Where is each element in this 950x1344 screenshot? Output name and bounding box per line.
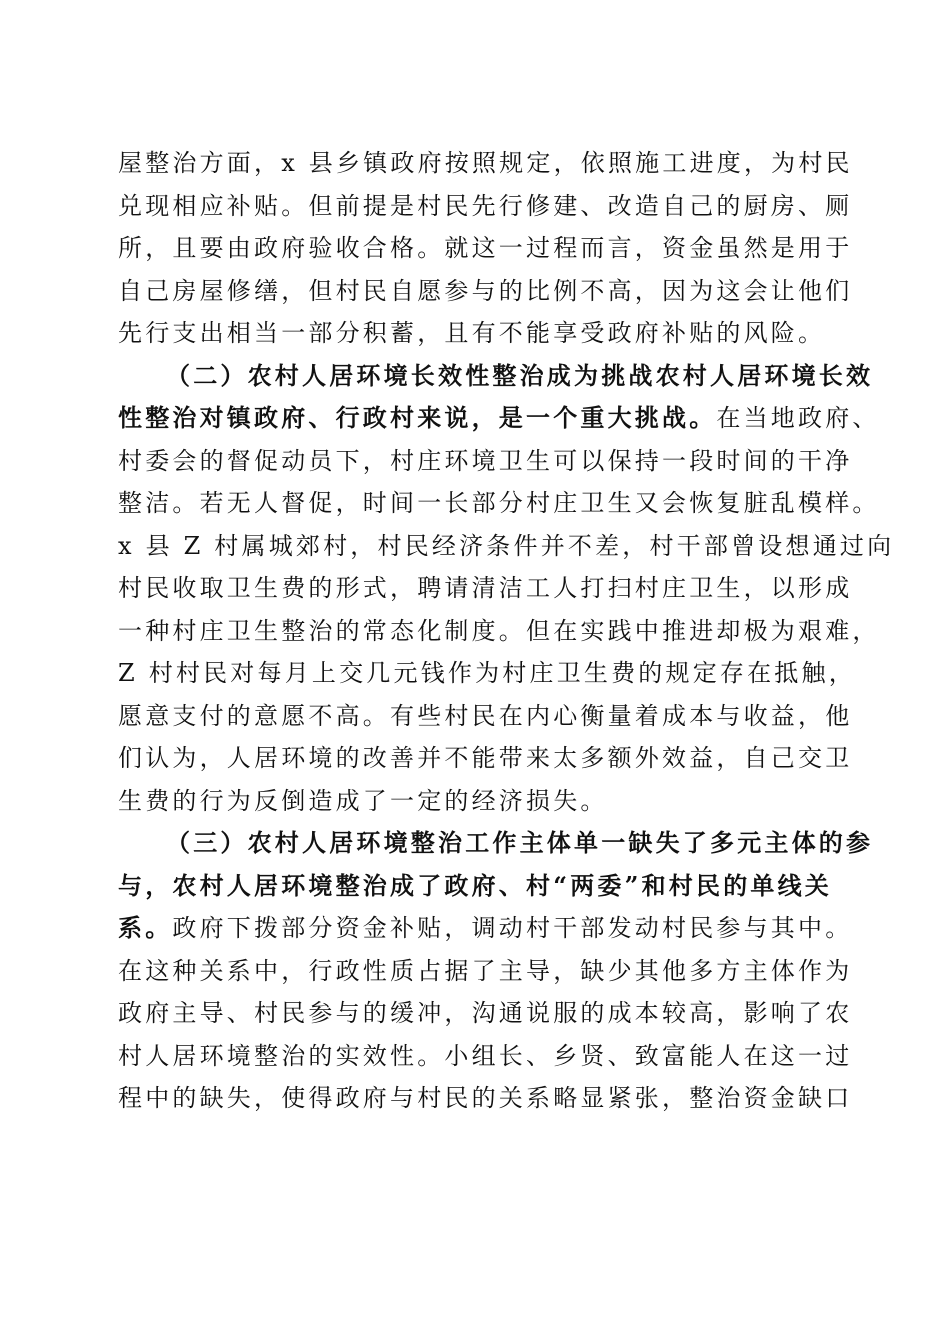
text-line: 愿意支付的意愿不高。有些村民在内心衡量着成本与收益，他 (118, 701, 853, 730)
text-line: 生费的行为反倒造成了一定的经济损失。 (118, 786, 608, 815)
paragraph-section-3 (118, 822, 874, 1120)
text-line: 村委会的督促动员下，村庄环境卫生可以保持一段时间的干净 (118, 446, 853, 475)
text-line (118, 907, 853, 950)
text-line: 自己房屋修缮，但村民自愿参与的比例不高，因为这会让他们 (118, 276, 853, 305)
text-line: Z 村村民对每月上交几元钱作为村庄卫生费的规定存在抵触， (118, 659, 856, 687)
text-line: 村人居环境整治的实效性。小组长、乡贤、致富能人在这一过 (118, 1041, 853, 1070)
section-heading-tail: 系。 (118, 913, 173, 942)
section-heading-line: （二）农村人居环境长效性整治成为挑战农村人居环境长效 (166, 360, 874, 390)
section-heading-line: （三）农村人居环境整治工作主体单一缺失了多元主体的参 (166, 828, 874, 857)
paragraph-section-2 (118, 355, 895, 823)
text-line: 整洁。若无人督促，时间一长部分村庄卫生又会恢复脏乱模样。 (118, 489, 880, 517)
text-line: 村民收取卫生费的形式，聘请清洁工人打扫村庄卫生，以形成 (118, 574, 853, 602)
text-line: x 县 Z 村属城郊村，村民经济条件并不差，村干部曾设想通过向 (118, 531, 895, 560)
section-heading-tail: 性整治对镇政府、行政村来说，是一个重大挑战。 (118, 403, 717, 432)
text-fragment: 政府下拨部分资金补贴，调动村干部发动村民参与其中。 (172, 914, 853, 942)
text-fragment: 在当地政府、 (716, 404, 880, 432)
text-line: 屋整治方面，x 县乡镇政府按照规定，依照施工进度，为村民 (118, 149, 853, 177)
section-heading-line: 与，农村人居环境整治成了政府、村“两委”和村民的单线关 (118, 870, 833, 900)
text-line: 在这种关系中，行政性质占据了主导，缺少其他多方主体作为 (118, 956, 853, 985)
text-line (118, 397, 880, 440)
text-line: 一种村庄卫生整治的常态化制度。但在实践中推进却极为艰难， (118, 616, 880, 645)
text-line: 兑现相应补贴。但前提是村民先行修建、改造自己的厨房、厕 (118, 191, 853, 220)
text-line: 所，且要由政府验收合格。就这一过程而言，资金虽然是用于 (118, 234, 853, 262)
body-text (118, 142, 895, 1120)
text-line: 程中的缺失，使得政府与村民的关系略显紧张，整治资金缺口 (118, 1084, 853, 1112)
paragraph-continuation (118, 142, 853, 355)
text-line: 政府主导、村民参与的缓冲，沟通说服的成本较高，影响了农 (118, 999, 853, 1027)
text-line: 先行支出相当一部分积蓄，且有不能享受政府补贴的风险。 (118, 319, 826, 347)
text-line: 们认为，人居环境的改善并不能带来太多额外效益，自己交卫 (118, 744, 853, 772)
